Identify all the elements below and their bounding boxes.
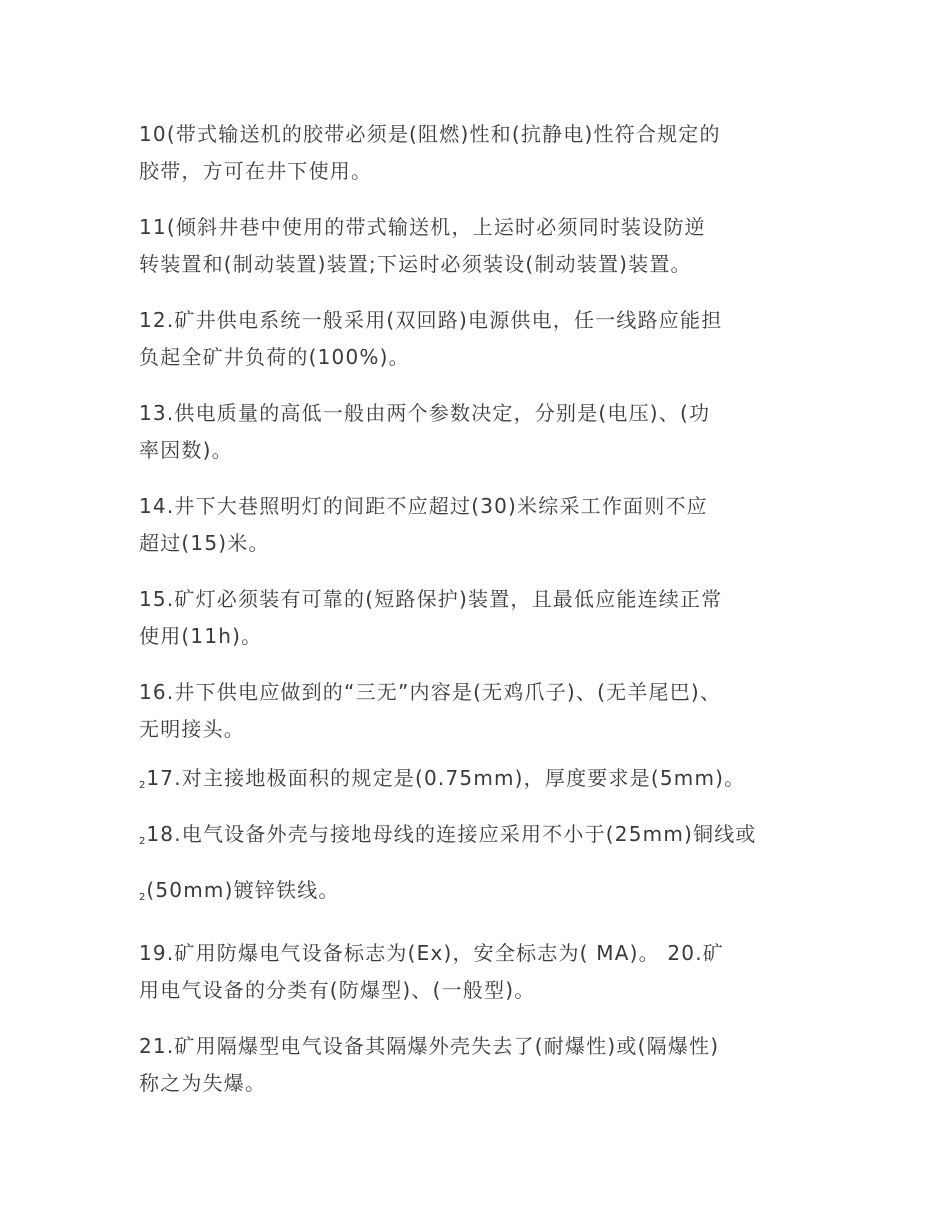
item-18-line-1 [139,816,829,860]
item-14 [139,488,829,562]
item-17 [139,760,829,804]
text-line: 13.供电质量的高低一般由两个参数决定，分别是(电压)、(功 [139,401,711,425]
document-body [139,116,829,1102]
item-19-20 [139,935,829,1009]
text-line: 转装置和(制动装置)装置;下运时必须装设(制动装置)装置。 [139,252,692,276]
text-line: 19.矿用防爆电气设备标志为(Ex)，安全标志为( MA)。 20.矿 [139,941,724,965]
superscript-marker: 2 [139,892,146,903]
text-line: 负起全矿井负荷的(100%)。 [139,345,410,369]
text-line: 超过(15)米。 [139,531,270,555]
text-line: 10(带式输送机的胶带必须是(阻燃)性和(抗静电)性符合规定的 [139,122,721,146]
text-line: 18.电气设备外壳与接地母线的连接应采用不小于(25mm)铜线或 [146,822,757,846]
text-line: (50mm)镀锌铁线。 [146,878,340,902]
superscript-marker: 2 [139,780,146,791]
text-line: 16.井下供电应做到的“三无”内容是(无鸡爪子)、(无羊尾巴)、 [139,680,722,704]
item-13 [139,395,829,469]
text-line: 无明接头。 [139,717,245,741]
item-15 [139,581,829,655]
item-11 [139,209,829,283]
text-line: 称之为失爆。 [139,1071,267,1095]
text-line: 21.矿用隔爆型电气设备其隔爆外壳失去了(耐爆性)或(隔爆性) [139,1034,720,1058]
text-line: 15.矿灯必须装有可靠的(短路保护)装置，且最低应能连续正常 [139,587,723,611]
item-18-line-2 [139,872,829,916]
item-21 [139,1028,829,1102]
text-line: 12.矿井供电系统一般采用(双回路)电源供电，任一线路应能担 [139,308,723,332]
item-12 [139,302,829,376]
superscript-marker: 2 [139,836,146,847]
text-line: 胶带，方可在井下使用。 [139,159,373,183]
item-10 [139,116,829,190]
text-line: 14.井下大巷照明灯的间距不应超过(30)米综采工作面则不应 [139,494,708,518]
text-line: 使用(11h)。 [139,624,263,648]
text-line: 率因数)。 [139,438,233,462]
text-line: 用电气设备的分类有(防爆型)、(一般型)。 [139,978,536,1002]
item-16 [139,674,829,748]
text-line: 17.对主接地极面积的规定是(0.75mm)，厚度要求是(5mm)。 [146,766,746,790]
text-line: 11(倾斜井巷中使用的带式输送机，上运时必须同时装设防逆 [139,215,706,239]
